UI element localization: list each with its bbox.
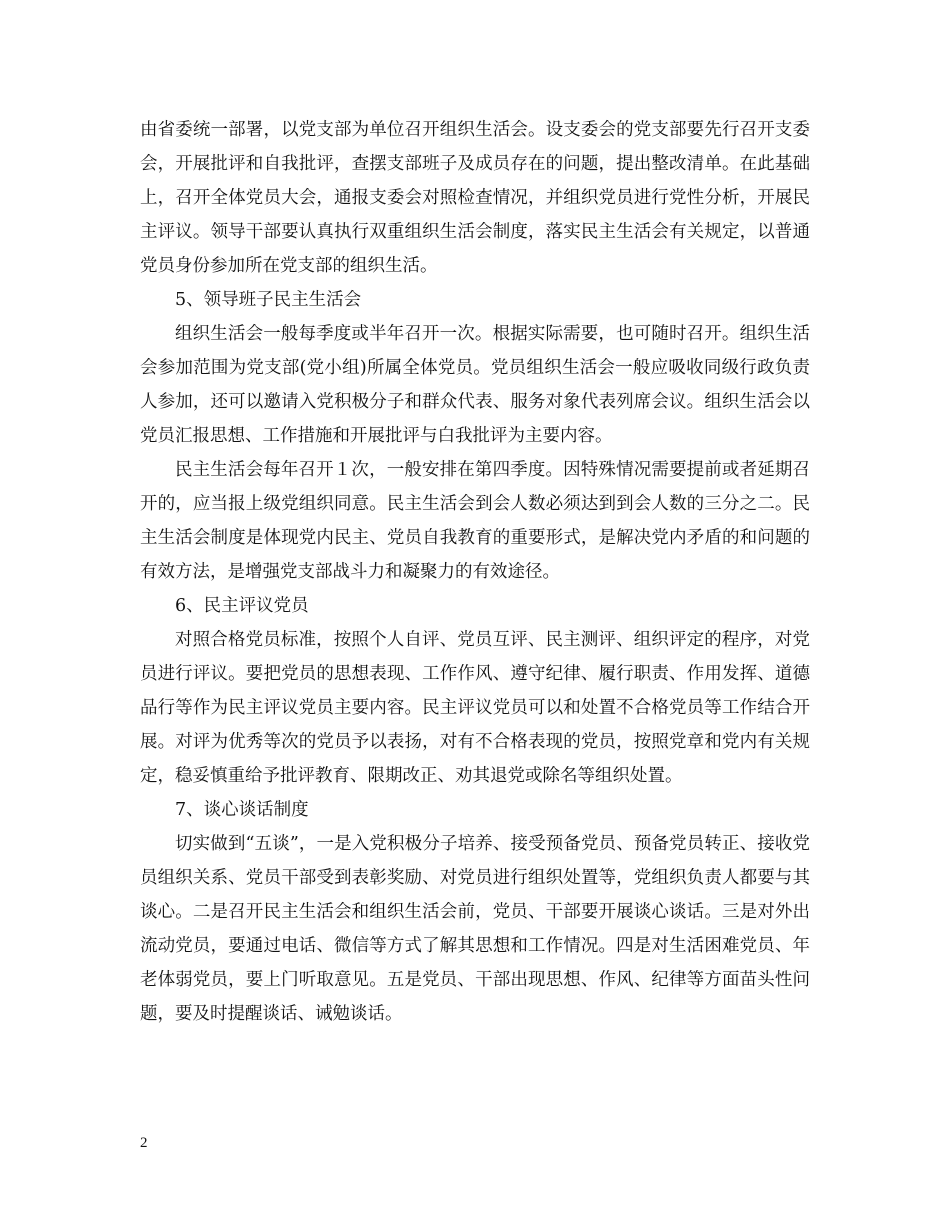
paragraph-democratic-evaluation: 对照合格党员标准，按照个人自评、党员互评、民主测评、组织评定的程序，对党员进行评议。要把党员的思想表现、工作作风、遵守纪律、履行职责、作用发挥、道德品行等作为民主评议党员主要内容。民主评议党员可以和处置不合格党员等工作结合开展。对评为优秀等次的党员予以表扬，对有不合格表现的党员，按照党章和党内有关规定，稳妥慎重给予批评教育、限期改正、劝其退党或除名等组织处置。 (140, 630, 810, 786)
paragraph-organization-meeting: 组织生活会一般每季度或半年召开一次。根据实际需要，也可随时召开。组织生活会参加范围为党支部(党小组)所属全体党员。党员组织生活会一般应吸收同级行政负责人参加，还可以邀请入党积极分子和群众代表、服务对象代表列席会议。组织生活会以党员汇报思想、工作措施和开展批评与白我批评为主要内容。 (140, 324, 810, 446)
paragraph-democratic-meeting: 民主生活会每年召开１次，一般安排在第四季度。因特殊情况需要提前或者延期召开的，应当报上级党组织同意。民主生活会到会人数必须达到到会人数的三分之二。民主生活会制度是体现党内民主、党员自我教育的重要形式，是解决党内矛盾的和问题的有效方法，是增强党支部战斗力和凝聚力的有效途径。 (140, 460, 810, 582)
paragraph-heart-to-heart-talks: 切实做到“五谈”，一是入党积极分子培养、接受预备党员、预备党员转正、接收党员组织关系、党员干部受到表彰奖励、对党员进行组织处置等，党组织负责人都要与其谈心。二是召开民主生活会和组织生活会前，党员、干部要开展谈心谈话。三是对外出流动党员，要通过电话、微信等方式了解其思想和工作情况。四是对生活困难党员、年老体弱党员，要上门听取意见。五是党员、干部出现思想、作风、纪律等方面苗头性问题，要及时提醒谈话、诫勉谈话。 (140, 834, 810, 1024)
page-number: 2 (140, 1135, 148, 1151)
section-heading-7: 7、谈心谈话制度 (175, 800, 309, 820)
section-heading-5: 5、领导班子民主生活会 (175, 290, 362, 310)
document-body (140, 113, 810, 1031)
paragraph-continuation: 由省委统一部署，以党支部为单位召开组织生活会。设支委会的党支部要先行召开支委会，开展批评和自我批评，查摆支部班子及成员存在的问题，提出整改清单。在此基础上，召开全体党员大会，通报支委会对照检查情况，并组织党员进行党性分析，开展民主评议。领导干部要认真执行双重组织生活会制度，落实民主生活会有关规定，以普通党员身份参加所在党支部的组织生活。 (140, 120, 810, 276)
section-heading-6: 6、民主评议党员 (175, 596, 309, 616)
